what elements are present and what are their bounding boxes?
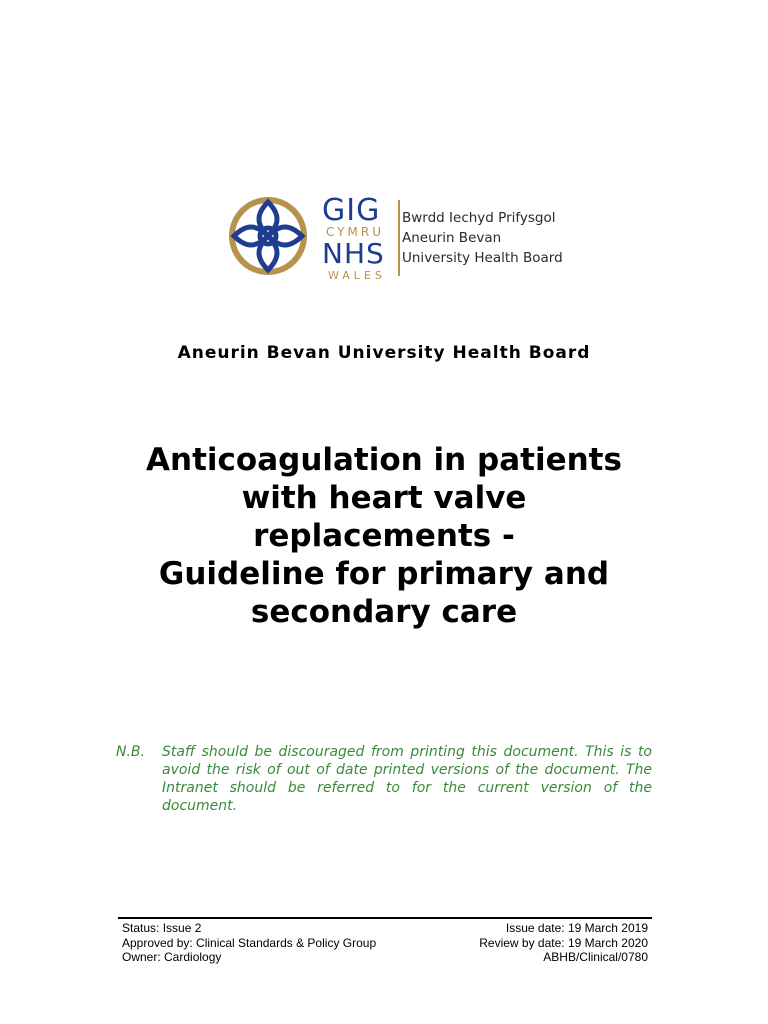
notice-label: N.B. xyxy=(116,744,145,760)
title-line: Anticoagulation in patients xyxy=(146,442,622,478)
footer-owner: Owner: Cardiology xyxy=(122,950,222,964)
footer-reference: ABHB/Clinical/0780 xyxy=(543,950,648,964)
notice-text: Staff should be discouraged from printing this document. This is to avoid the risk of out of date printed versions of the document. The Intranet should be referred to for the current version of the document. xyxy=(162,744,652,814)
logo-gig: GIG xyxy=(322,193,381,228)
logo-divider xyxy=(398,200,400,276)
title-line: replacements - xyxy=(253,518,515,554)
footer-status: Status: Issue 2 xyxy=(122,921,202,935)
logo-nhs: NHS xyxy=(322,237,385,270)
footer-rule xyxy=(118,917,652,919)
footer-review-date: Review by date: 19 March 2020 xyxy=(479,935,648,950)
nhs-wales-logo xyxy=(226,192,586,284)
printing-notice xyxy=(116,743,652,815)
logo-board-line: University Health Board xyxy=(402,250,563,266)
logo-board-name xyxy=(402,208,563,268)
logo-wales: WALES xyxy=(328,269,386,282)
title-line: with heart valve xyxy=(241,480,527,516)
title-line: Guideline for primary and xyxy=(158,556,610,592)
document-footer xyxy=(122,921,648,965)
celtic-knot-emblem-icon xyxy=(226,194,310,278)
title-line: secondary care xyxy=(250,594,518,630)
footer-approved-by: Approved by: Clinical Standards & Policy Group xyxy=(122,935,377,950)
footer-issue-date: Issue date: 19 March 2019 xyxy=(505,921,648,935)
organisation-name: Aneurin Bevan University Health Board xyxy=(177,343,591,363)
logo-cymru: CYMRU xyxy=(326,225,384,239)
document-title xyxy=(100,441,668,631)
logo-board-line: Aneurin Bevan xyxy=(402,230,502,246)
logo-board-line: Bwrdd Iechyd Prifysgol xyxy=(402,210,556,226)
